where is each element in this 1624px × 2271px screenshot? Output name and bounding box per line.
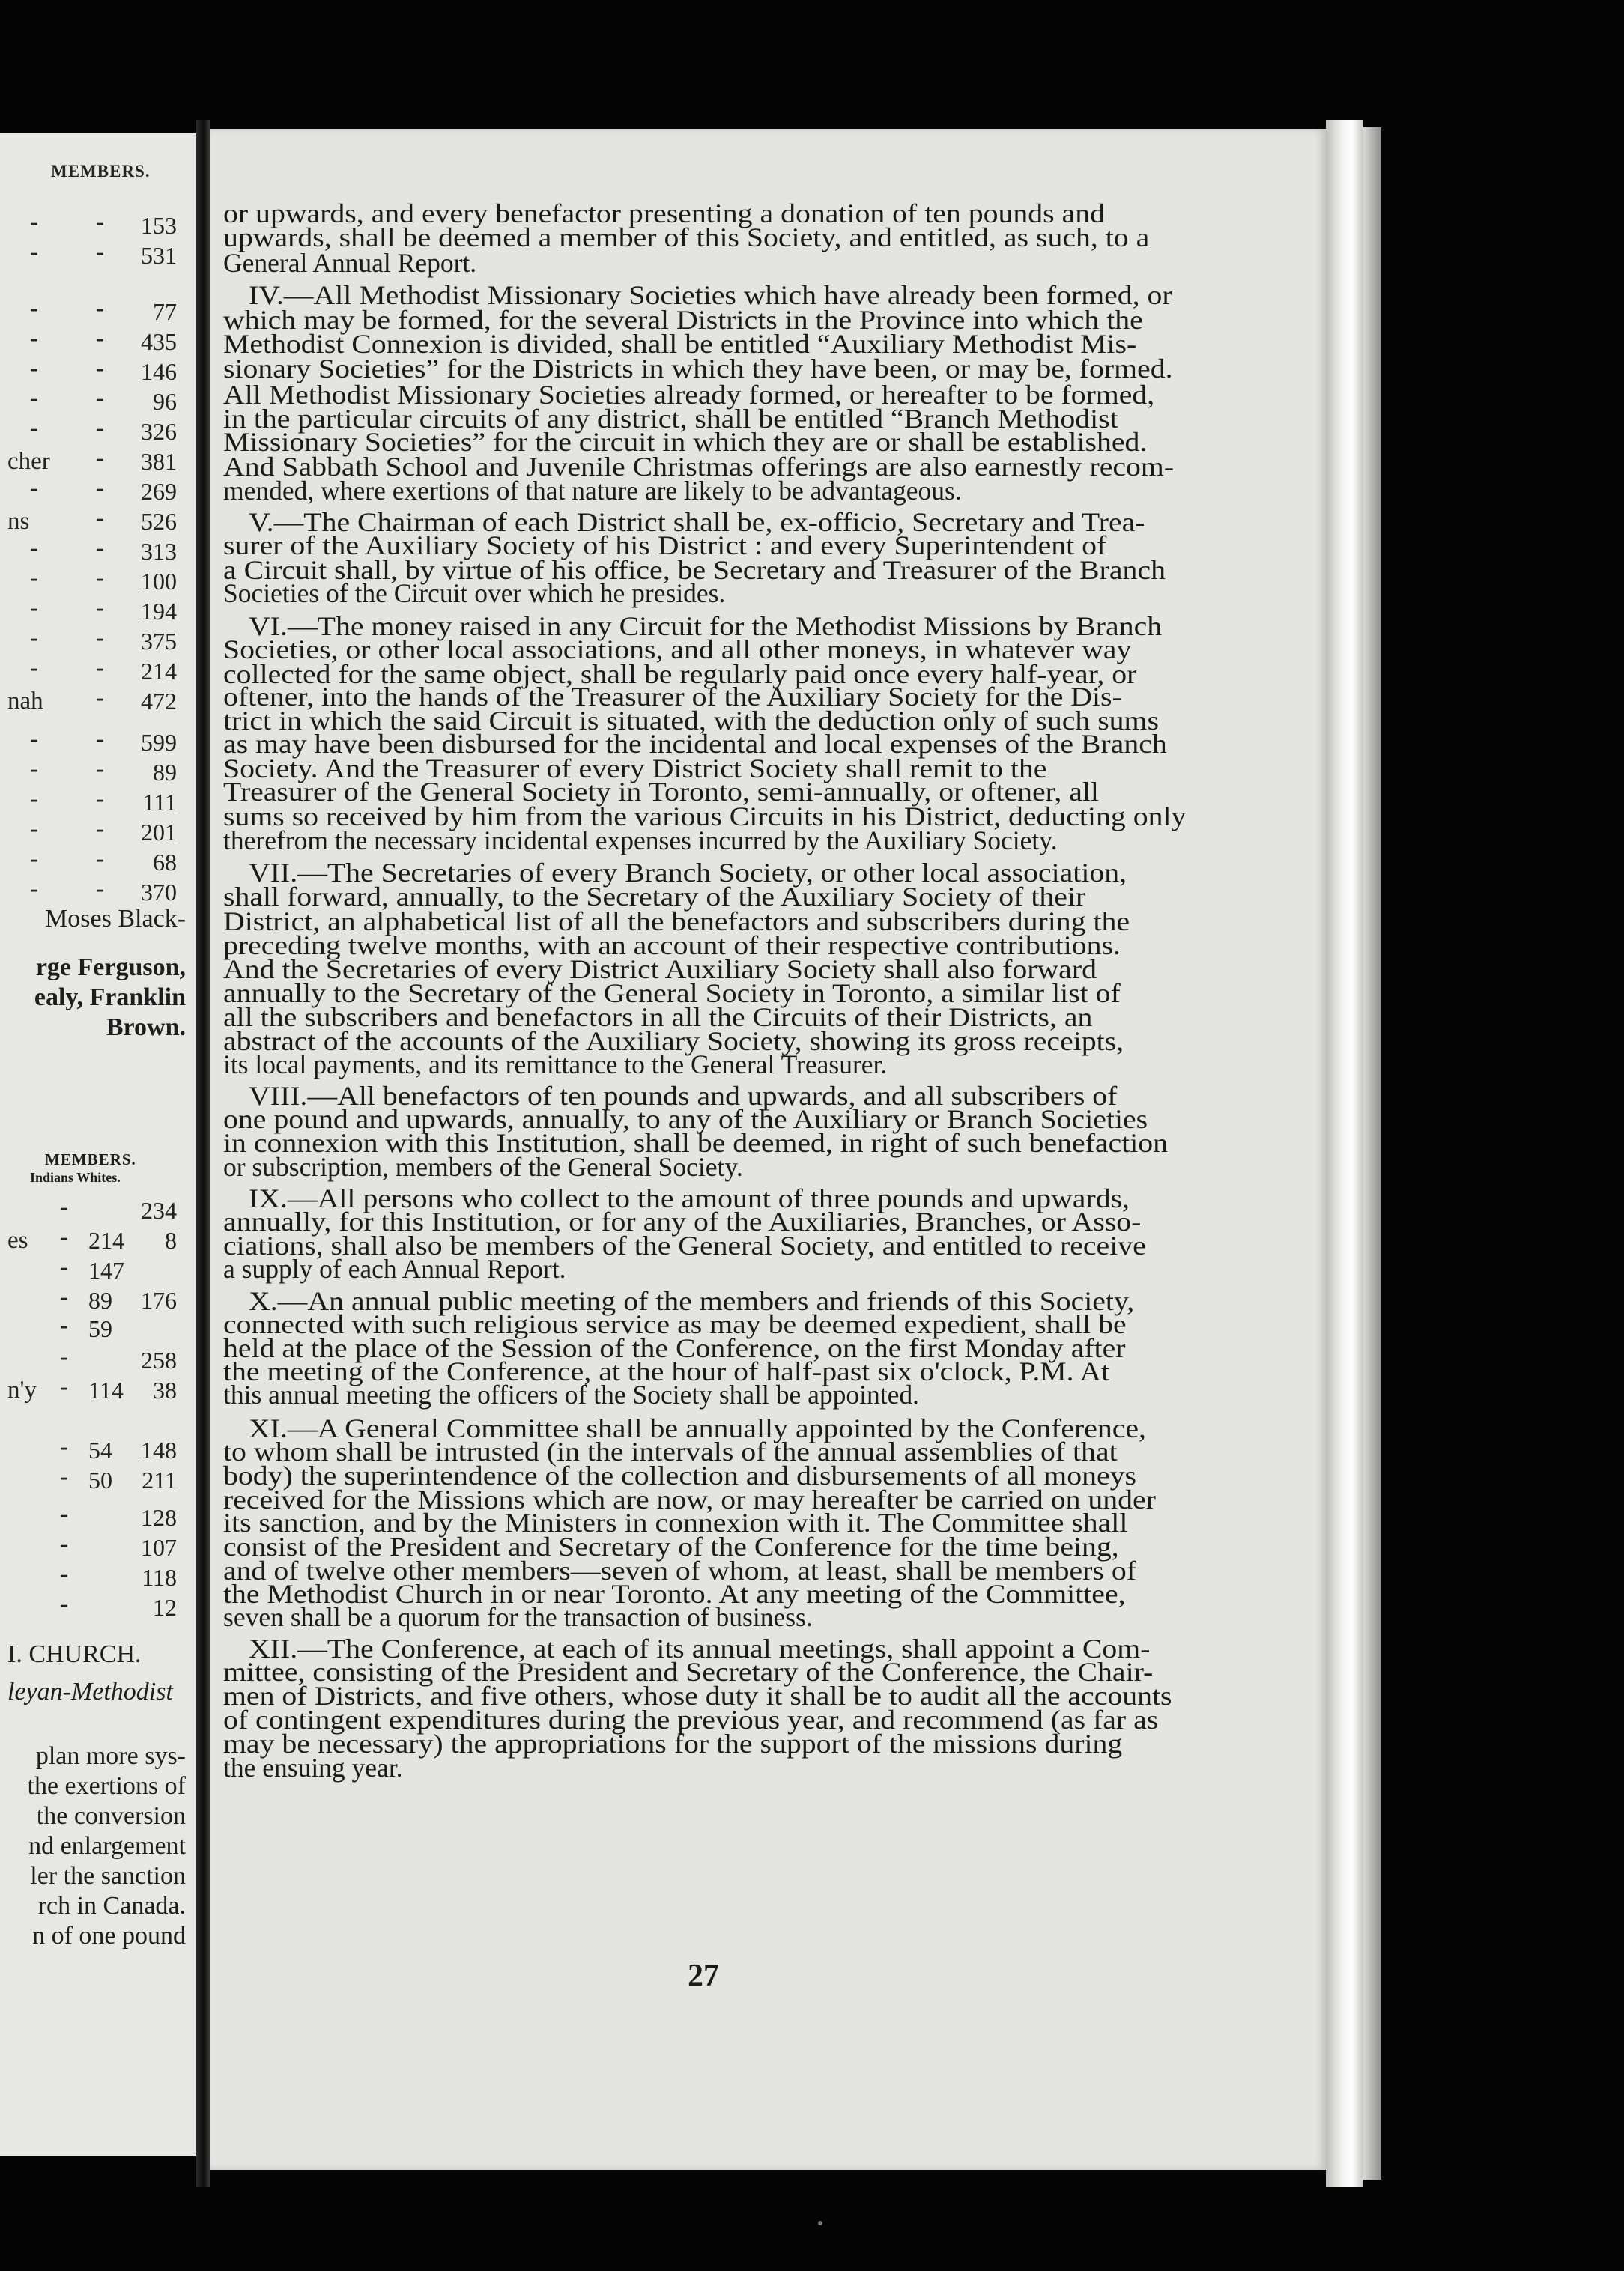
members-count: 146 (141, 358, 177, 385)
members-count: 100 (141, 568, 177, 595)
body-text-line: mittee, consisting of the President and Secretary of the Conference, the Chair- (223, 1657, 1154, 1687)
body-text-line: And the Secretaries of every District Auxiliary Society shall also forward (223, 954, 1097, 984)
body-text-line: mended, where exertions of that nature are likely to be advantageous. (223, 476, 962, 506)
body-text-line: a supply of each Annual Report. (223, 1254, 566, 1284)
leader-dash: - (96, 816, 104, 843)
left-bottom-line: nd enlargement (28, 1832, 186, 1860)
body-text-line: consist of the President and Secretary of the Conference for the time being, (223, 1532, 1119, 1562)
leader-dash: - (60, 1312, 68, 1339)
whites-count: 12 (153, 1594, 177, 1621)
body-text-line: a Circuit shall, by virtue of his office, be Secretary and Treasurer of the Branch (223, 555, 1166, 585)
whites-count: 128 (141, 1504, 177, 1531)
members-count: 68 (153, 849, 177, 876)
leader-dash: - (30, 846, 38, 873)
whites-count: 107 (141, 1534, 177, 1561)
body-text-line: to whom shall be intrusted (in the intervals of the annual assemblies of that (223, 1437, 1118, 1467)
leader-dash: - (96, 325, 104, 352)
table2-row (0, 1284, 187, 1314)
table2-row (0, 1344, 187, 1374)
body-text-line: seven shall be a quorum for the transaction of business. (223, 1602, 813, 1632)
leader-dash: - (96, 846, 104, 873)
members-row (0, 685, 187, 715)
members-row (0, 846, 187, 876)
leader-dash: - (96, 876, 104, 903)
members-count: 381 (141, 448, 177, 475)
leader-dash: - (96, 445, 104, 472)
body-text-line: Methodist Connexion is divided, shall be entitled “Auxiliary Methodist Mis- (223, 329, 1137, 359)
members-column-heading: MEMBERS. (51, 162, 151, 181)
leader-dash: - (60, 1464, 68, 1491)
members-row (0, 876, 187, 906)
body-text-line: General Annual Report. (223, 248, 477, 278)
body-text-line: of contingent expenditures during the previous year, and recommend (as far as (223, 1705, 1159, 1735)
leader-dash: - (30, 355, 38, 382)
body-text-line: as may have been disbursed for the incidental and local expenses of the Branch (223, 729, 1167, 759)
members-count: 96 (153, 388, 177, 415)
body-text-line: VII.—The Secretaries of every Branch Society, or other local association, (249, 858, 1127, 888)
page-edge (1326, 120, 1363, 2187)
table2-row (0, 1194, 187, 1224)
members-count: 375 (141, 628, 177, 655)
body-text-line: held at the place of the Session of the Conference, on the first Monday after (223, 1333, 1126, 1363)
leader-dash: - (96, 385, 104, 412)
left-bottom-line: rch in Canada. (37, 1892, 186, 1920)
members-row (0, 445, 187, 475)
members-count: 435 (141, 328, 177, 355)
members-count: 194 (141, 598, 177, 625)
leader-dash: - (30, 535, 38, 562)
members-row (0, 209, 187, 239)
page-gutter (196, 120, 210, 2187)
body-text-line: sums so received by him from the various Circuits in his District, deducting only (223, 801, 1187, 831)
left-bottom-line: plan more sys- (35, 1742, 186, 1770)
table2-row (0, 1224, 187, 1254)
table2-row (0, 1464, 187, 1494)
page-27 (210, 129, 1326, 2170)
body-text-line: ciations, shall also be members of the General Society, and entitled to receive (223, 1231, 1146, 1261)
body-text-line: Society. And the Treasurer of every District Society shall remit to the (223, 754, 1047, 783)
leader-dash: - (60, 1591, 68, 1618)
leader-dash: - (60, 1501, 68, 1528)
leader-dash: - (96, 535, 104, 562)
members-count: 472 (141, 688, 177, 715)
members-row (0, 505, 187, 535)
whites-count: 8 (165, 1227, 177, 1254)
members-count: 201 (141, 819, 177, 846)
body-text-line: Missionary Societies” for the circuit in which they are or shall be established. (223, 427, 1148, 457)
leader-dash: - (30, 726, 38, 753)
indians-count: 89 (88, 1287, 112, 1314)
leader-dash: - (96, 685, 104, 712)
table2-row-name: n'y (7, 1377, 37, 1404)
leader-dash: - (60, 1561, 68, 1588)
film-speck (818, 2221, 822, 2225)
indians-count: 59 (88, 1315, 112, 1342)
members-count: 89 (153, 759, 177, 786)
whites-count: 258 (141, 1347, 177, 1374)
church-subheading: leyan-Methodist (7, 1678, 173, 1705)
whites-count: 38 (153, 1377, 177, 1404)
indians-count: 147 (88, 1257, 124, 1284)
body-text-line: all the subscribers and benefactors in all the Circuits of their Districts, an (223, 1002, 1093, 1032)
leader-dash: - (30, 756, 38, 783)
body-text-line: one pound and upwards, annually, to any of the Auxiliary or Branch Societies (223, 1104, 1148, 1134)
body-text-line: or subscription, members of the General Society. (223, 1152, 743, 1182)
members-row (0, 325, 187, 355)
leader-dash: - (30, 415, 38, 442)
members-row (0, 295, 187, 325)
members-row (0, 756, 187, 786)
leader-dash: - (60, 1374, 68, 1401)
body-text-line: XII.—The Conference, at each of its annual meetings, shall appoint a Com- (249, 1634, 1151, 1664)
whites-count: 148 (141, 1437, 177, 1464)
table2-row (0, 1531, 187, 1561)
table2-heading: MEMBERS. (45, 1150, 136, 1168)
body-text-line: preceding twelve months, with an account of their respective contributions. (223, 930, 1121, 960)
body-text-line: surer of the Auxiliary Society of his District : and every Superintendent of (223, 530, 1107, 560)
members-row (0, 239, 187, 269)
members-count: 214 (141, 658, 177, 685)
leader-dash: - (96, 505, 104, 532)
leader-dash: - (30, 625, 38, 652)
members-row (0, 655, 187, 685)
leader-dash: - (30, 565, 38, 592)
page-number: 27 (688, 1959, 719, 1993)
left-text-line: ealy, Franklin (34, 983, 186, 1011)
left-text-line: Brown. (106, 1013, 186, 1041)
left-bottom-line: the exertions of (27, 1772, 186, 1800)
leader-dash: - (30, 475, 38, 502)
leader-dash: - (30, 295, 38, 322)
leader-dash: - (60, 1531, 68, 1558)
table2-row (0, 1561, 187, 1591)
leader-dash: - (30, 385, 38, 412)
members-count: 326 (141, 418, 177, 445)
members-row (0, 595, 187, 625)
body-text-line: annually to the Secretary of the General Society in Toronto, a similar list of (223, 978, 1121, 1008)
members-row (0, 565, 187, 595)
members-count: 531 (141, 242, 177, 269)
body-text-line: IX.—All persons who collect to the amount of three pounds and upwards, (249, 1183, 1130, 1213)
body-text-line: Treasurer of the General Society in Toronto, semi-annually, or oftener, all (223, 777, 1099, 807)
body-text-line: this annual meeting the officers of the Society shall be appointed. (223, 1380, 919, 1410)
members-count: 599 (141, 729, 177, 756)
body-text-line: upwards, shall be deemed a member of this Society, and entitled, as such, to a (223, 222, 1150, 252)
body-text-line: men of Districts, and five others, whose duty it shall be to audit all the accounts (223, 1681, 1172, 1711)
leader-dash: - (30, 876, 38, 903)
left-bottom-line: ler the sanction (30, 1862, 186, 1890)
body-text-line: Societies, or other local associations, and all other moneys, in whatever way (223, 634, 1132, 664)
table2-row (0, 1312, 187, 1342)
whites-count: 234 (141, 1197, 177, 1224)
table2-row (0, 1434, 187, 1464)
leader-dash: - (96, 756, 104, 783)
members-row (0, 535, 187, 565)
body-text-line: X.—An annual public meeting of the members and friends of this Society, (249, 1286, 1135, 1316)
body-text-line: And Sabbath School and Juvenile Christmas offerings are also earnestly recom- (223, 452, 1175, 482)
members-row (0, 816, 187, 846)
body-text-line: and of twelve other members—seven of whom, at least, shall be members of (223, 1556, 1136, 1586)
church-heading: I. CHURCH. (7, 1640, 142, 1668)
leader-dash: - (96, 295, 104, 322)
left-bottom-line: the conversion (36, 1802, 186, 1830)
body-text-line: XI.—A General Committee shall be annually appointed by the Conference, (249, 1413, 1146, 1443)
whites-count: 118 (142, 1564, 177, 1591)
left-bottom-line: n of one pound (32, 1922, 186, 1950)
body-text-line: VI.—The money raised in any Circuit for the Methodist Missions by Branch (249, 611, 1163, 641)
body-text-line: received for the Missions which are now, or may hereafter be carried on under (223, 1485, 1156, 1514)
members-count: 370 (141, 879, 177, 906)
members-row-name: nah (7, 688, 43, 715)
leader-dash: - (96, 565, 104, 592)
body-text-line: District, an alphabetical list of all the benefactors and subscribers during the (223, 906, 1130, 936)
body-text-line: may be necessary) the appropriations for the support of the missions during (223, 1729, 1123, 1759)
members-row (0, 475, 187, 505)
body-text-line: Societies of the Circuit over which he presides. (223, 578, 726, 608)
leader-dash: - (96, 415, 104, 442)
leader-dash: - (60, 1434, 68, 1461)
body-text-line: or upwards, and every benefactor presenting a donation of ten pounds and (223, 198, 1105, 228)
constitution-text (210, 129, 1326, 2170)
members-row (0, 786, 187, 816)
members-count: 269 (141, 478, 177, 505)
leader-dash: - (60, 1284, 68, 1311)
leader-dash: - (30, 816, 38, 843)
members-row (0, 625, 187, 655)
leader-dash: - (96, 786, 104, 813)
body-text-line: therefrom the necessary incidental expenses incurred by the Auxiliary Society. (223, 825, 1058, 855)
body-text-line: in the particular circuits of any district, shall be entitled “Branch Methodist (223, 404, 1118, 434)
body-text-line: the meeting of the Conference, at the hour of half-past six o'clock, P.M. At (223, 1356, 1110, 1386)
body-text-line: V.—The Chairman of each District shall be, ex-officio, Secretary and Trea- (249, 507, 1145, 537)
members-count: 526 (141, 508, 177, 535)
left-text-line: rge Ferguson, (35, 953, 186, 981)
left-text-line: Moses Black- (45, 905, 186, 933)
leader-dash: - (60, 1224, 68, 1251)
leader-dash: - (96, 655, 104, 682)
members-count: 111 (142, 789, 177, 816)
body-text-line: the ensuing year. (223, 1753, 403, 1783)
leader-dash: - (60, 1344, 68, 1371)
members-row (0, 415, 187, 445)
body-text-line: connected with such religious service as may be deemed expedient, shall be (223, 1309, 1127, 1339)
members-row (0, 726, 187, 756)
leader-dash: - (30, 209, 38, 236)
body-text-line: VIII.—All benefactors of ten pounds and upwards, and all subscribers of (249, 1081, 1118, 1111)
leader-dash: - (30, 239, 38, 266)
leader-dash: - (30, 595, 38, 622)
body-text-line: its local payments, and its remittance to the General Treasurer. (223, 1049, 888, 1079)
table2-subheading: Indians Whites. (30, 1170, 121, 1185)
body-text-line: shall forward, annually, to the Secretary of the Auxiliary Society of their (223, 882, 1086, 912)
body-text-line: abstract of the accounts of the Auxiliary Society, showing its gross receipts, (223, 1026, 1124, 1056)
body-text-line: All Methodist Missionary Societies already formed, or hereafter to be formed, (223, 380, 1155, 410)
leader-dash: - (60, 1254, 68, 1281)
leader-dash: - (96, 625, 104, 652)
members-row (0, 385, 187, 415)
body-text-line: which may be formed, for the several Districts in the Province into which the (223, 305, 1143, 335)
members-count: 77 (153, 298, 177, 325)
body-text-line: IV.—All Methodist Missionary Societies which have already been formed, or (249, 280, 1172, 310)
leader-dash: - (96, 239, 104, 266)
leader-dash: - (30, 325, 38, 352)
leader-dash: - (96, 209, 104, 236)
members-row (0, 355, 187, 385)
leader-dash: - (96, 726, 104, 753)
table2-row (0, 1374, 187, 1404)
members-count: 313 (141, 538, 177, 565)
body-text-line: oftener, into the hands of the Treasurer of the Auxiliary Society for the Dis- (223, 682, 1122, 712)
body-text-line: the Methodist Church in or near Toronto. At any meeting of the Committee, (223, 1579, 1126, 1609)
table2-row (0, 1501, 187, 1531)
leader-dash: - (96, 595, 104, 622)
body-text-line: trict in which the said Circuit is situated, with the deduction only of such sums (223, 706, 1159, 736)
whites-count: 211 (142, 1467, 177, 1494)
indians-count: 50 (88, 1467, 112, 1494)
members-row-name: cher (7, 448, 50, 475)
whites-count: 176 (141, 1287, 177, 1314)
leader-dash: - (96, 355, 104, 382)
indians-count: 214 (88, 1227, 124, 1254)
body-text-line: in connexion with this Institution, shall be deemed, in right of such benefaction (223, 1128, 1169, 1158)
table2-row (0, 1254, 187, 1284)
body-text-line: sionary Societies” for the Districts in which they have been, or may be, formed. (223, 354, 1173, 383)
body-text-line: collected for the same object, shall be regularly paid once every half-year, or (223, 659, 1137, 689)
leader-dash: - (30, 655, 38, 682)
table2-row (0, 1591, 187, 1621)
indians-count: 54 (88, 1437, 112, 1464)
body-text-line: body) the superintendence of the collection and disbursements of all moneys (223, 1461, 1136, 1491)
leader-dash: - (96, 475, 104, 502)
leader-dash: - (30, 786, 38, 813)
members-row-name: ns (7, 508, 30, 535)
left-page-fragment (0, 133, 196, 2156)
page-edge-shadow (1363, 127, 1381, 2180)
indians-count: 114 (88, 1377, 124, 1404)
table2-row-name: es (7, 1227, 28, 1254)
leader-dash: - (60, 1194, 68, 1221)
body-text-line: annually, for this Institution, or for any of the Auxiliaries, Branches, or Asso- (223, 1207, 1142, 1237)
body-text-line: its sanction, and by the Ministers in connexion with it. The Committee shall (223, 1508, 1128, 1538)
members-count: 153 (141, 212, 177, 239)
